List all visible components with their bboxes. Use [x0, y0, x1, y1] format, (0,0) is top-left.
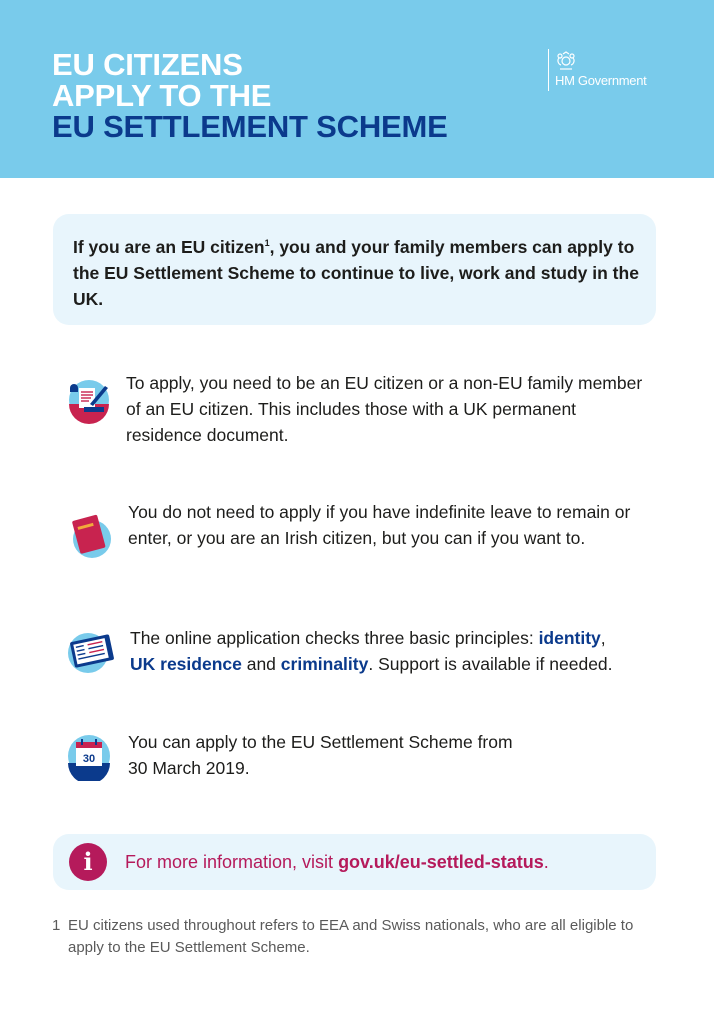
passport-icon	[66, 511, 116, 561]
text-segment: ,	[600, 628, 606, 648]
royal-crest-icon	[555, 51, 577, 71]
text-segment: and	[241, 654, 281, 674]
highlight-criminality: criminality	[280, 654, 369, 674]
intro-text-start: If you are an EU citizen	[73, 237, 265, 257]
page-title	[52, 49, 448, 142]
eu-settled-status-link[interactable]: gov.uk/eu-settled-status	[338, 852, 544, 872]
more-info-text	[125, 850, 549, 874]
more-info-callout	[53, 834, 656, 890]
logo-divider	[548, 49, 549, 91]
document-signing-icon	[64, 374, 114, 424]
intro-callout	[53, 214, 656, 325]
more-info-lead: For more information, visit	[125, 852, 339, 872]
info-item-text: You do not need to apply if you have indefinite leave to remain or enter, or you are an Irish citizen, but you can if you want to.	[128, 502, 631, 548]
date-text-line-1: You can apply to the EU Settlement Scheme from	[128, 732, 513, 752]
info-item-text	[130, 625, 670, 677]
info-icon: i	[69, 843, 107, 881]
footnote-number: 1	[52, 917, 61, 934]
info-item-start-date	[64, 729, 664, 789]
info-item-text: To apply, you need to be an EU citizen or a non-EU family member of an EU citizen. This includes those with a UK permanent residence document.	[126, 373, 643, 445]
footnote-ref: 1	[264, 238, 270, 249]
title-line-2: APPLY TO THE	[52, 78, 272, 113]
date-text-line-2: 30 March 2019.	[128, 758, 250, 778]
highlight-uk-residence: UK residence	[130, 654, 242, 674]
info-item-principles	[64, 625, 664, 685]
text-segment: The online application checks three basic principles:	[130, 628, 539, 648]
header-banner	[0, 0, 714, 178]
highlight-identity: identity	[538, 628, 601, 648]
text-segment: . Support is available if needed.	[368, 654, 613, 674]
info-item-text	[128, 729, 648, 781]
title-line-3: EU SETTLEMENT SCHEME	[52, 109, 448, 144]
info-item-exemptions	[64, 499, 664, 579]
intro-text	[73, 234, 643, 312]
online-form-tablet-icon	[66, 627, 116, 677]
intro-text-end: , you and your family members can apply to the EU Settlement Scheme to continue to live, work and study in the UK.	[73, 237, 639, 309]
footnote-text: EU citizens used throughout refers to EEA and Swiss nationals, who are all eligible to apply to the EU Settlement Scheme.	[68, 917, 634, 956]
svg-text:30: 30	[82, 753, 96, 765]
info-item-eligibility	[64, 370, 664, 450]
title-line-1: EU CITIZENS	[52, 47, 243, 82]
logo-label: HM Government	[555, 73, 647, 88]
more-info-suffix: .	[543, 852, 549, 872]
hm-government-logo	[548, 49, 668, 91]
calendar-icon	[64, 731, 114, 781]
